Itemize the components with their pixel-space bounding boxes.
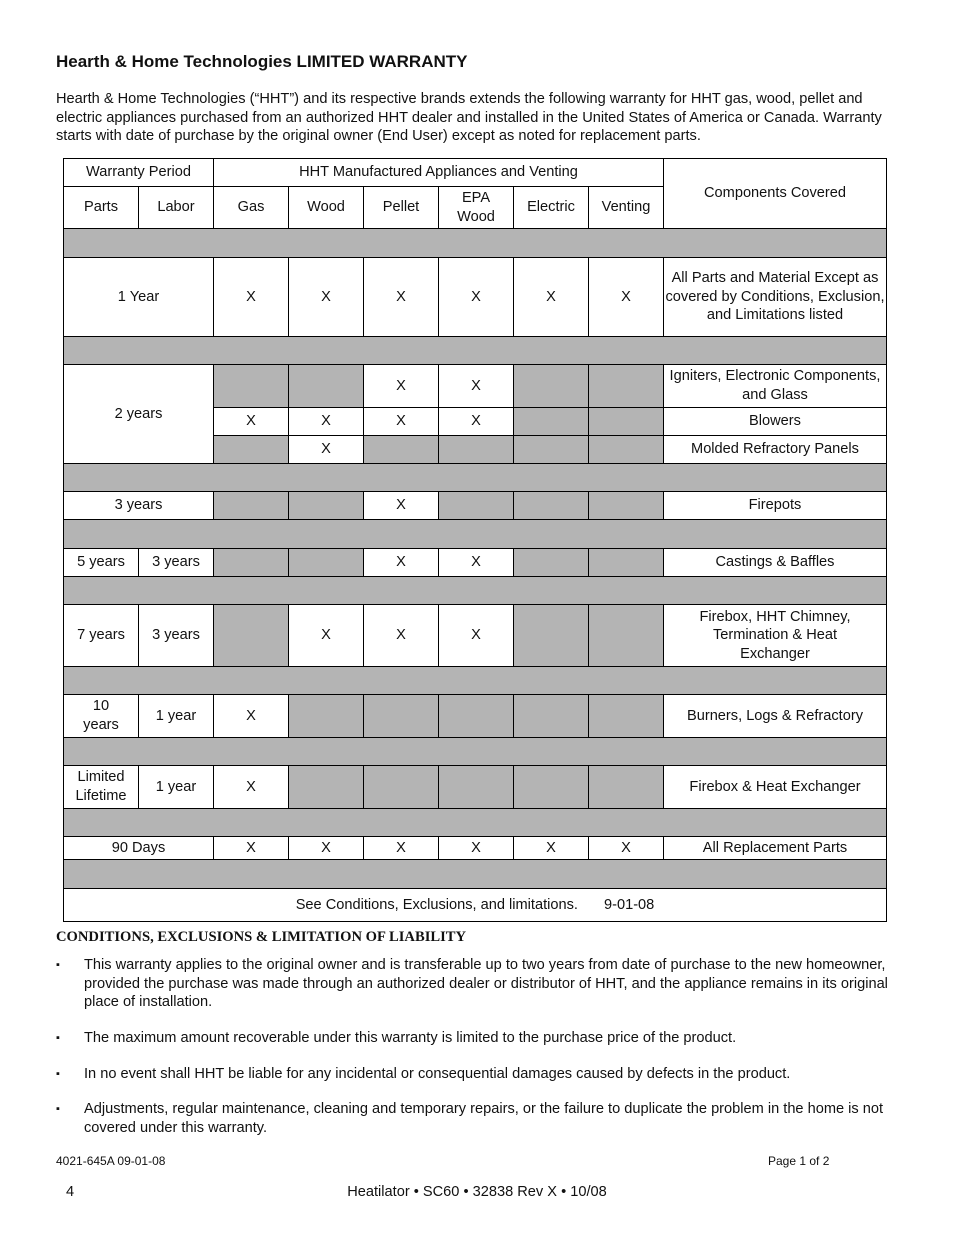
- table-row: [64, 605, 887, 667]
- separator-row: [64, 577, 887, 605]
- intro-paragraph: Hearth & Home Technologies (“HHT”) and its respective brands extends the following warranty for HHT gas, wood, pellet and electric appliances purchased from an authorized HHT dealer and installed in the United States of America or Canada. Warranty starts with date of purchase by the original owner (End User) except as noted for replacement parts.: [56, 91, 882, 145]
- bullet-icon: ▪: [56, 1068, 60, 1080]
- conditions-title: CONDITIONS, EXCLUSIONS & LIMITATION OF LIABILITY: [56, 929, 467, 945]
- header-labor: Labor: [139, 187, 214, 229]
- header-pellet: Pellet: [364, 187, 439, 229]
- components-cell: Blowers: [664, 408, 887, 436]
- header-row-1: [64, 159, 887, 187]
- header-gas: Gas: [214, 187, 289, 229]
- page-number: 4: [66, 1184, 75, 1200]
- mark-cell: X: [589, 837, 664, 860]
- mark-cell: X: [289, 837, 364, 860]
- mark-cell: X: [439, 365, 514, 408]
- header-components-covered: Components Covered: [664, 159, 887, 229]
- mark-cell: X: [514, 258, 589, 337]
- parts-cell: Limited Lifetime: [64, 766, 139, 809]
- table-row: [64, 492, 887, 520]
- separator-row: [64, 738, 887, 766]
- list-item: [56, 956, 902, 1012]
- separator-row: [64, 809, 887, 837]
- labor-cell: 1 year: [139, 766, 214, 809]
- table-row: [64, 258, 887, 337]
- document-title: Hearth & Home Technologies LIMITED WARRANTY: [56, 52, 468, 71]
- components-cell: Firebox & Heat Exchanger: [664, 766, 887, 809]
- labor-cell: 1 year: [139, 695, 214, 738]
- table-footer-row: [64, 889, 887, 922]
- mark-cell: X: [289, 605, 364, 667]
- components-cell: Castings & Baffles: [664, 549, 887, 577]
- mark-cell: X: [289, 408, 364, 436]
- mark-cell: X: [439, 837, 514, 860]
- table-footer-note: See Conditions, Exclusions, and limitations.: [295, 896, 578, 913]
- header-wood: Wood: [289, 187, 364, 229]
- labor-cell: 3 years: [139, 605, 214, 667]
- components-cell: Firebox, HHT Chimney, Termination & Heat Exchanger: [664, 605, 887, 667]
- separator-row: [64, 337, 887, 365]
- mark-cell: X: [364, 408, 439, 436]
- list-item-text: The maximum amount recoverable under this warranty is limited to the purchase price of the product.: [84, 1030, 737, 1046]
- separator-row: [64, 860, 887, 889]
- mark-cell: X: [214, 408, 289, 436]
- period-cell: 3 years: [64, 492, 214, 520]
- parts-cell: 7 years: [64, 605, 139, 667]
- table-row: [64, 365, 887, 408]
- components-cell: Firepots: [664, 492, 887, 520]
- parts-cell: 5 years: [64, 549, 139, 577]
- bullet-icon: ▪: [56, 959, 60, 971]
- separator-row: [64, 520, 887, 549]
- mark-cell: X: [589, 258, 664, 337]
- mark-cell: X: [214, 695, 289, 738]
- mark-cell: X: [439, 549, 514, 577]
- separator-row: [64, 667, 887, 695]
- period-cell: 2 years: [64, 365, 214, 464]
- mark-cell: X: [514, 837, 589, 860]
- mark-cell: X: [214, 837, 289, 860]
- mark-cell: X: [364, 605, 439, 667]
- separator-row: [64, 229, 887, 258]
- table-row: [64, 695, 887, 738]
- components-cell: Molded Refractory Panels: [664, 436, 887, 464]
- header-manufactured: HHT Manufactured Appliances and Venting: [214, 159, 664, 187]
- period-cell: 90 Days: [64, 837, 214, 860]
- header-parts: Parts: [64, 187, 139, 229]
- list-item-text: In no event shall HHT be liable for any incidental or consequential damages caused by defects in the product.: [84, 1066, 791, 1082]
- header-electric: Electric: [514, 187, 589, 229]
- list-item: [56, 1065, 902, 1084]
- components-cell: Igniters, Electronic Components, and Glass: [664, 365, 887, 408]
- parts-cell: 10 years: [64, 695, 139, 738]
- warranty-table: [63, 158, 887, 922]
- table-footer-cell: [64, 889, 887, 922]
- mark-cell: X: [289, 258, 364, 337]
- header-warranty-period: Warranty Period: [64, 159, 214, 187]
- mark-cell: X: [364, 549, 439, 577]
- components-cell: All Replacement Parts: [664, 837, 887, 860]
- mark-cell: X: [439, 258, 514, 337]
- mark-cell: X: [364, 492, 439, 520]
- components-cell: All Parts and Material Except as covered by Conditions, Exclusion, and Limitations listed: [664, 258, 887, 337]
- labor-cell: 3 years: [139, 549, 214, 577]
- components-cell: Burners, Logs & Refractory: [664, 695, 887, 738]
- table-footer-date: 9-01-08: [603, 896, 655, 913]
- table-row: [64, 549, 887, 577]
- mark-cell: X: [364, 258, 439, 337]
- mark-cell: X: [289, 436, 364, 464]
- mark-cell: X: [214, 258, 289, 337]
- mark-cell: X: [214, 766, 289, 809]
- list-item: [56, 1029, 902, 1048]
- page-of-label: Page 1 of 2: [768, 1154, 830, 1168]
- table-row: [64, 837, 887, 860]
- list-item-text: This warranty applies to the original owner and is transferable up to two years from date of purchase to the new homeowner, provided the purchase was made through an authorized dealer or distributor of HHT, and the appliance remains in its original place of installation.: [84, 957, 888, 1011]
- mark-cell: X: [439, 408, 514, 436]
- period-cell: 1 Year: [64, 258, 214, 337]
- bullet-icon: ▪: [56, 1103, 60, 1115]
- separator-row: [64, 464, 887, 492]
- header-venting: Venting: [589, 187, 664, 229]
- list-item-text: Adjustments, regular maintenance, cleaning and temporary repairs, or the failure to duplicate the problem in the home is not covered under this warranty.: [84, 1101, 884, 1136]
- table-row: [64, 766, 887, 809]
- bullet-icon: ▪: [56, 1032, 60, 1044]
- mark-cell: X: [439, 605, 514, 667]
- document-code: 4021-645A 09-01-08: [56, 1154, 166, 1168]
- mark-cell: X: [364, 837, 439, 860]
- list-item: [56, 1100, 902, 1137]
- manual-footer: Heatilator • SC60 • 32838 Rev X • 10/08: [347, 1184, 607, 1200]
- mark-cell: X: [364, 365, 439, 408]
- header-epa-wood: EPA Wood: [439, 187, 514, 229]
